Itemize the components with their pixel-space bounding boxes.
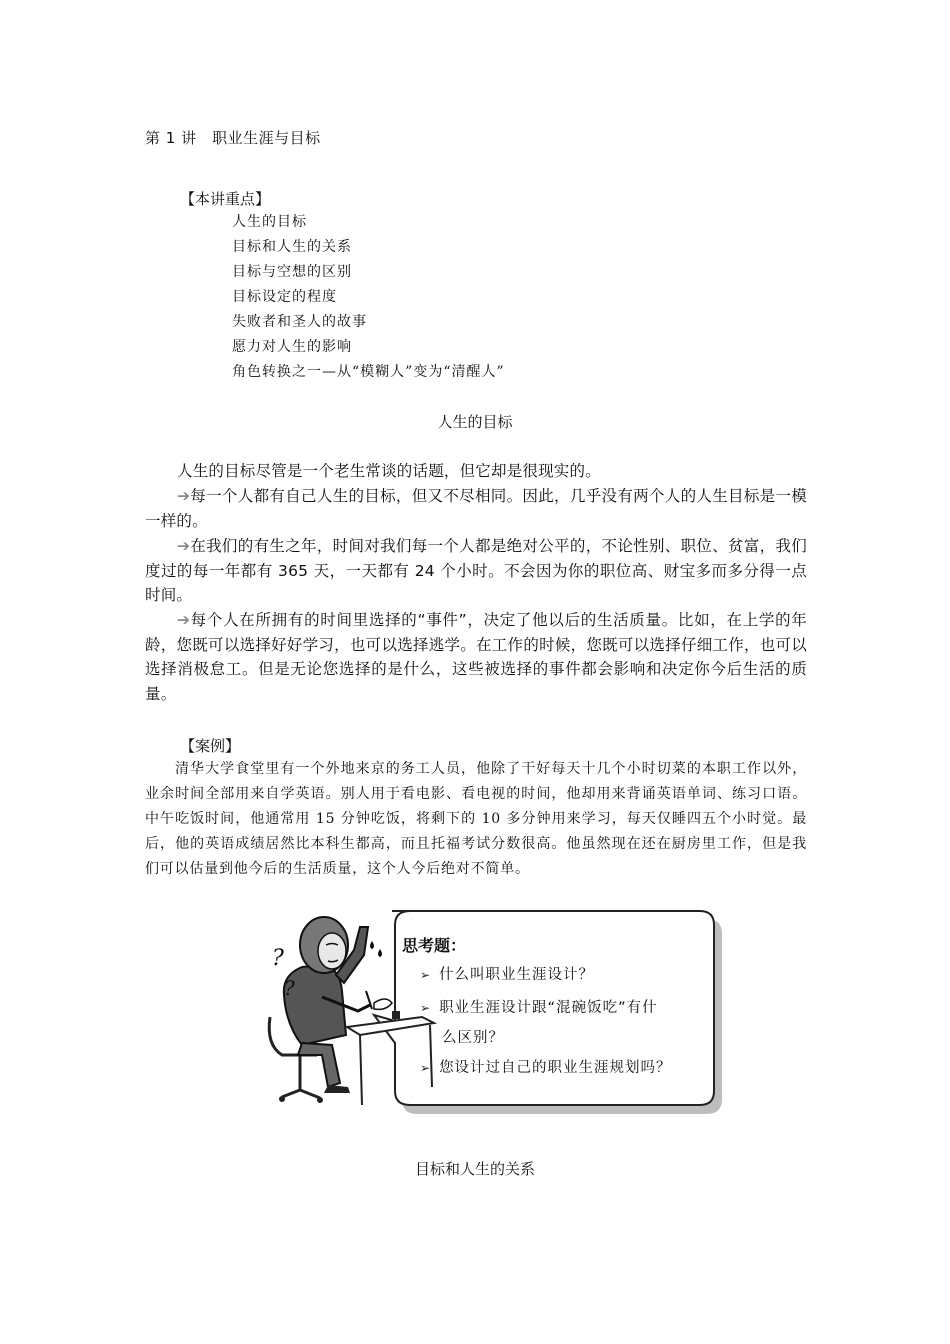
triangle-bullet-icon: ➢	[420, 1001, 432, 1015]
case-text: 清华大学食堂里有一个外地来京的务工人员，他除了干好每天十几个小时切菜的本职工作以外，业余时间全部用来自学英语。别人用于看电影、看电视的时间，他却用来背诵英语单词、练习口语。中午吃饭时间，他通常用 15 分钟吃饭，将剩下的 10 多分钟用来学习，每天仅睡四五个小时觉。最后，他的英语成绩居然比本科生都高，而且托福考试分数很高。他虽然现在还在厨房里工作，但是我们可以估量到他今后的生活质量，这个人今后绝对不简单。	[145, 761, 807, 877]
point-text: 在我们的有生之年，时间对我们每一个人都是绝对公平的，不论性别、职位、贫富，我们度过的每一年都有 365 天，一天都有 24 个小时。不会因为你的职位高、财宝多而多分得一点时间。	[145, 537, 807, 605]
question-item: ➢ 什么叫职业生涯设计？	[420, 967, 595, 983]
arrow-icon: ➔	[177, 537, 191, 555]
key-point-item: 角色转换之一—从“模糊人”变为“清醒人”	[232, 364, 505, 380]
key-point-item: 目标和人生的关系	[232, 239, 352, 255]
lecture-title: 第 1 讲 职业生涯与目标	[145, 129, 321, 147]
svg-text:?: ?	[284, 976, 295, 1000]
case-heading: 【案例】	[180, 737, 241, 755]
question-item-continued: 么区别？	[442, 1030, 504, 1046]
point-text: 每一个人都有自己人生的目标，但又不尽相同。因此，几乎没有两个人的人生目标是一模一样的。	[145, 487, 807, 530]
key-point-item: 目标与空想的区别	[232, 264, 352, 280]
point-paragraph	[145, 484, 807, 533]
think-box-title: 思考题：	[402, 936, 467, 955]
point-text: 每个人在所拥有的时间里选择的“事件”，决定了他以后的生活质量。比如，在上学的年龄，您既可以选择好好学习，也可以选择逃学。在工作的时候，您既可以选择仔细工作，也可以选择消极怠工。但是无论您选择的是什么，这些被选择的事件都会影响和决定你今后生活的质量。	[145, 611, 807, 704]
section-title-life-goal: 人生的目标	[437, 413, 513, 431]
key-point-item: 失败者和圣人的故事	[232, 314, 367, 330]
point-paragraph	[145, 608, 807, 707]
key-point-item: 愿力对人生的影响	[232, 339, 352, 355]
key-points-list	[232, 212, 505, 387]
question-item: ➢ 职业生涯设计跟“混碗饭吃”有什	[420, 1000, 658, 1016]
point-paragraph	[145, 534, 807, 608]
key-point-item: 人生的目标	[232, 214, 307, 230]
question-item: ➢ 您设计过自己的职业生涯规划吗？	[420, 1060, 672, 1076]
triangle-bullet-icon: ➢	[420, 1061, 432, 1075]
key-point-item: 目标设定的程度	[232, 289, 337, 305]
arrow-icon: ➔	[177, 487, 191, 505]
svg-text:?: ?	[272, 946, 284, 971]
key-points-heading: 【本讲重点】	[180, 190, 271, 208]
arrow-icon: ➔	[177, 611, 191, 629]
intro-paragraph: 人生的目标尽管是一个老生常谈的话题，但它却是很现实的。	[177, 462, 601, 480]
triangle-bullet-icon: ➢	[420, 968, 432, 982]
section-title-goal-life-relation: 目标和人生的关系	[414, 1160, 535, 1178]
